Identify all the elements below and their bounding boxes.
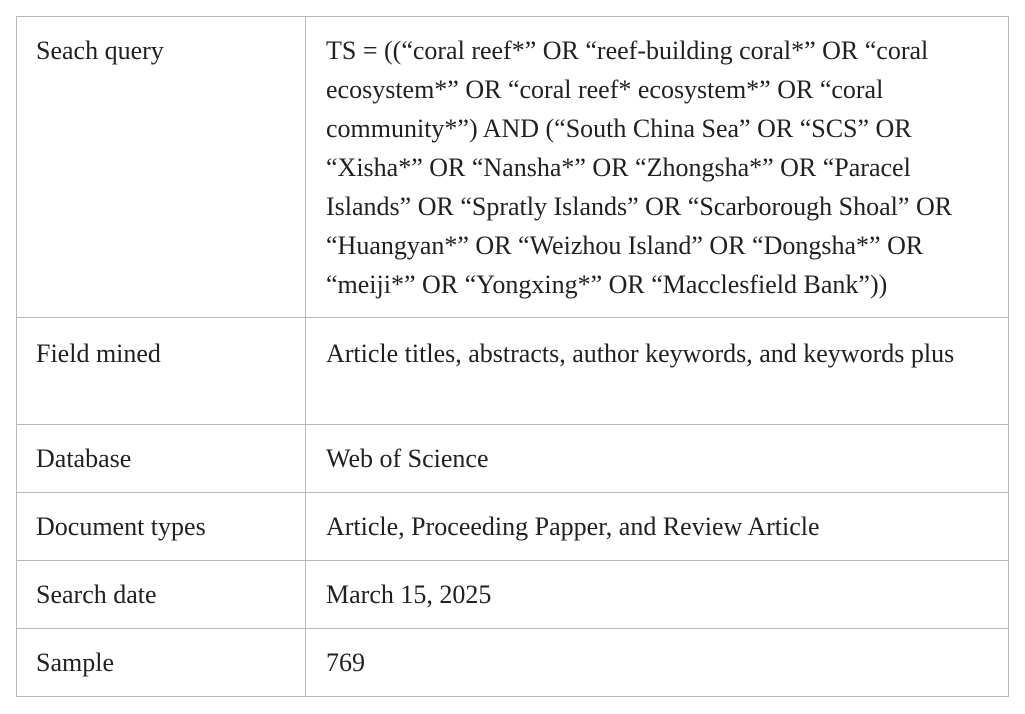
search-criteria-table (16, 16, 1009, 697)
row-label: Document types (36, 512, 206, 541)
row-label-cell (17, 561, 306, 629)
table-row-document-types (17, 493, 1009, 561)
row-label-cell (17, 629, 306, 697)
row-label: Field mined (36, 339, 161, 368)
search-query-value: TS = ((“coral reef*” OR “reef-building coral*” OR “coral ecosystem*” OR “coral reef* ecosystem*” OR “coral community*”) AND (“South China Sea” OR “SCS” OR “Xisha*” OR “Nansha*” OR “Zhongsha*” OR “Paracel Islands” OR “Spratly Islands” OR “Scarborough Shoal” OR “Huangyan*” OR “Weizhou Island” OR “Dongsha*” OR “meiji*” OR “Yongxing*” OR “Macclesfield Bank”)) (326, 36, 953, 299)
sample-value: 769 (326, 648, 365, 677)
database-value: Web of Science (326, 444, 489, 473)
row-label: Seach query (36, 36, 164, 65)
row-value-cell (306, 318, 1009, 425)
row-label-cell (17, 17, 306, 318)
search-date-value: March 15, 2025 (326, 580, 492, 609)
row-label-cell (17, 425, 306, 493)
row-label-cell (17, 318, 306, 425)
table-row-database (17, 425, 1009, 493)
row-value-cell (306, 629, 1009, 697)
row-value-cell (306, 425, 1009, 493)
row-label: Sample (36, 648, 114, 677)
field-mined-value: Article titles, abstracts, author keywords, and keywords plus (326, 339, 955, 368)
search-criteria-table-container (16, 16, 1009, 697)
table-row-sample (17, 629, 1009, 697)
table-row-field-mined (17, 318, 1009, 425)
row-value-cell (306, 561, 1009, 629)
row-label: Search date (36, 580, 157, 609)
table-row-search-date (17, 561, 1009, 629)
row-label: Database (36, 444, 132, 473)
table-row-search-query (17, 17, 1009, 318)
row-value-cell (306, 493, 1009, 561)
document-types-value: Article, Proceeding Papper, and Review Article (326, 512, 820, 541)
row-label-cell (17, 493, 306, 561)
row-value-cell (306, 17, 1009, 318)
